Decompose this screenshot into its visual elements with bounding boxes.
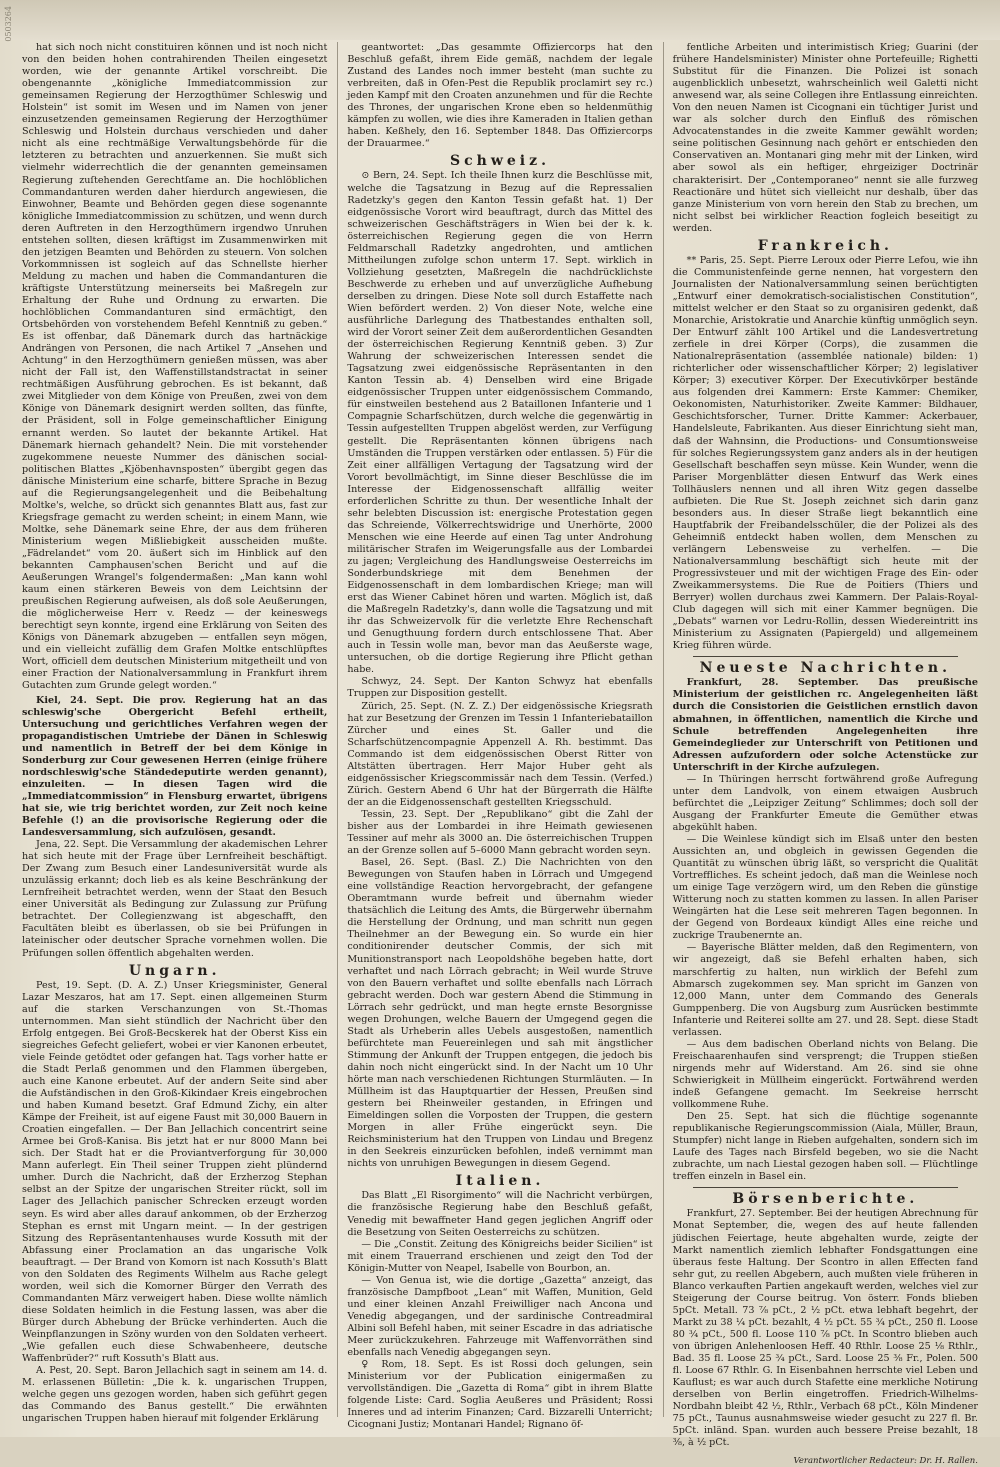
paragraph: fentliche Arbeiten und interimistisch Krieg; Guarini (der frühere Handelsminister) Minister ohne Portefeuille; Righetti Substitut für die Finanzen. Die Polizei ist sonach augenblicklich unbesetzt, wahrscheinlich weil Galetti nicht anwesend war, als seine Collegen ihre Entlassung einreichten. Von den neuen Namen ist Cicognani ein tüchtiger Jurist und war als solcher durch den Einfluß des römischen Advocatenstandes in die zweite Kammer gewählt worden; seine politischen Gesinnung nach gehört er entschieden den Conservativen an. Montanari ging mehr mit der Linken, wird aber sowol als ein heftiger, ehrgeiziger Doctrinär charakterisirt. Der „Contemporaneo“ nennt sie alle furzweg Reactionäre und hütet sich vielleicht nur deshalb, über das ganze Ministerium von vorn herein den Stab zu brechen, um nicht selbst bei wirklicher Reaction fogleich beseitigt zu werden. <box>672 42 978 234</box>
section-heading-italien: Italien. <box>455 1173 545 1190</box>
section-heading-neueste: Neueste Nachrichten. <box>699 660 951 677</box>
paragraph: Frankfurt, 27. September. Bei der heutigen Abrechnung für Monat September, die, wegen des auf heute fallenden jüdischen Feiertage, heute abgehalten wurde, zeigte der Markt namentlich ziemlich lebhafter Fondsgattungen eine überaus feste Haltung. Der Scontro in allen Effecten fand sehr gut, zu reellen Abgebern, auch mußten viele früheren in Blanco verkauften Partien angekauft werden, welches viel zur Steigerung der Course beitrug. Von österr. Fonds blieben 5pCt. Metall. 73 ⅞ pCt., 2 ½ pCt. etwa lebhaft begehrt, der Markt zu 38 ¼ pCt. bezahlt, 4 ½ pCt. 55 ¾ pCt., 250 fl. Loose 80 ¾ pCt., 500 fl. Loose 110 ⅞ pCt. In Scontro blieben auch von übrigen Anlehenloosen Heff. 40 Rthlr. Loose 25 ⅛ Rthlr., Bad. 35 fl. Loose 25 ¾ pCt., Sard. Loose 25 ⅜ Fr., Polen. 500 fl. Loose 67 Rthlr. G. In Eisenbahnen herrschte viel Leben und Kauflust; es war auch durch Stafette eine merkliche Notirung derselben von Berlin eingetroffen. Friedrich-Wilhelms-Nordbahn bleibt 42 ½, Rthlr., Verbach 68 pCt., Köln Mindener 75 pCt., Taunus ausnahmsweise wieder gesucht zu 227 fl. Br. 5pCt. inländ. Span. wurden auch bessere Preise bezahlt, 18 ⅜, à ½ pCt. <box>672 1208 978 1449</box>
column-grid <box>22 42 978 1467</box>
column-2 <box>337 42 653 1431</box>
paragraph: — Die Weinlese kündigt sich im Elsaß unter den besten Aussichten an, und obgleich in gewissen Gegenden die Quantität zu wünschen übrig läßt, so verspricht die Qualität Vortreffliches. Es scheint jedoch, daß man die Weinlese noch um einige Tage verzögern wird, um den Reben die günstige Witterung noch zu statten kommen zu lassen. In allen Pariser Weingärten hat die Lese seit mehreren Tagen begonnen. In der Gegend von Bordeaux kündigt Alles eine reiche und zuckrige Traubenernte an. <box>672 834 978 942</box>
divider <box>693 656 958 657</box>
paragraph: Jena, 22. Sept. Die Versammlung der akademischen Lehrer hat sich heute mit der Frage über Lernfreiheit beschäftigt. Der Zwang zum Besuch einer Landesuniversität wurde als unzulässig erkannt; doch lieb es als keine Beschränkung der Lernfreiheit betrachtet werden, wenn der Staat den Besuch einer Universität als Bedingung zur Zulassung zur Prüfung betrachtet. Der Collegienzwang ist abgeschafft, den Facultäten bleibt es überlassen, ob sie bei Prüfungen in lateinischer oder deutscher Sprache vornehmen wollen. Die Prüfungen sollen öffentlich abgehalten werden. <box>22 839 328 959</box>
section-heading-frankreich: Frankreich. <box>757 237 893 254</box>
paragraph: — Bayerische Blätter melden, daß den Regimentern, von wir angezeigt, daß sie Befehl erhalten haben, sich marschfertig zu halten, nun wirklich der Befehl zum Abmarsch zugekommen sey. Man spricht im Ganzen von 12,000 Mann, unter dem Commando des Generals Gumppenberg. Die von Augsburg zum Ausrücken bestimmte Infanterie und Reiterei sollte am 27. und 28. Sept. diese Stadt verlassen. <box>672 942 978 1038</box>
paragraph: hat sich noch nicht constituiren können und ist noch nicht von den beiden hohen contrahirenden Theilen eingesetzt worden, wie der genannte Artikel vorschreibt. Die obengenannte „königliche Immediatcommission zur gemeinsamen Regierung der Herzogthümer Schleswig und Holstein“ ist somit im Wesen und im Namen von jener einzusetzenden gemeinsamen Regierung der Herzogthümer Schleswig und Holstein durchaus verschieden und daher nicht als eine rechtmäßige Verwaltungsbehörde für die letzteren zu betrachten und anzuerkennen. Sie mußt sich vielmehr widerrechtlich die der genannten gemeinsamen Regierung zuſtehenden Gerechtſame an. Die hochlöblichen Commandanturen werden daher hierdurch angewiesen, die Einwohner, Beamte und Behörden gegen diese sogenannte königliche Immediatcommission zu schützen, und wenn durch deren Auftreten in den Herzogthümern irgendwo Unruhen entstehen sollten, diesen kräftigst im Zusammenwirken mit den jetzigen Beamten und Behörden zu steuern. Von solchen Vorkommnissen ist sogleich auf das Schnellste hierher Meldung zu machen und haben die Commandanturen die kräftigste Unterstützung meinerseits bei Maßregeln zur Erhaltung der Ruhe und Ordnung zu erwarten. Die hochlöblichen Commandanturen sind ermächtigt, den Ortsbehörden von vorstehendem Befehl Kenntniß zu geben.“ Es ist offenbar, daß Dänemark durch das hartnäckige Andrängen von Personen, die nach Artikel 7 „Ansehen und Achtung“ in den Herzogthümern genießen müssen, was aber nicht der Fall ist, den Waffenstillstandstractat in seiner rechtmäßigen Ausführung gebrochen. Es ist bekannt, daß zwei Mitglieder von dem Könige von Preußen, zwei von dem Könige von Dänemark designirt werden sollten, das fünfte, der Präsident, soll in Folge gemeinschaftlicher Einigung ernannt werden. So lautet der bekannte Artikel. Hat Dänemark hiernach gehandelt? Nein. Die mit vorstehender zugekommene neueste Nummer des dänischen social-politischen Blattes „Kjöbenhavnsposten“ übergibt gegen das dänische Ministerium eine scharfe, bittere Sprache in Bezug auf die Regierungsangelegenheit und die Beibehaltung Moltke's, welche, so drückt sich genanntes Blatt aus, fast zur Kriegsfrage gemacht zu werden scheint; in einem Mann, wie Moltke, sehe Dänemark seine Ehre, der aus dem früheren Ministerium wegen Mißliebigkeit ausscheiden mußte. „Fädrelandet“ vom 20. äußert sich im Hinblick auf den bekannten Camphausen'schen Bericht und auf die Aeußerungen Wrangel's folgendermaßen: „Man kann wohl kaum einen stärkeren Beweis von dem Leichtsinn der preußischen Regierung aufweisen, als doß sole Aeußerungen, die möglicherweise Herr v. Reedz — der keineswegs berechtigt seyn konnte, irgend eine Erklärung von Seiten des Königs von Dänemark abzugeben — entfallen seyn mögen, und ein vielleicht zufällig dem Grafen Moltke entschlüpftes Wort, officiell dem deutschen Ministerium mitgetheilt und von einer Fraction der Nationalversammlung in Frankfurt ihrem Gutachten zum Grunde gelegt worden.“ <box>22 42 328 692</box>
archive-stamp: 0503264 <box>4 6 13 42</box>
paragraph: Frankfurt, 28. September. Das preußische Ministerium der geistlichen rc. Angelegenheiten läßt durch die Consistorien die Geistlichen ernstlich davon abmahnen, in öffentlichen, namentlich die Kirche und Schule betreffenden Angelegenheiten ihre Gemeindeglieder zur Unterschrift von Petitionen und Adressen aufzufordern oder solche Actenstücke zur Unterschrift in der Kirche aufzulegen. <box>672 677 978 773</box>
paragraph: — Aus dem badischen Oberland nichts von Belang. Die Freischaarenhaufen sind versprengt; die Truppen stießen nirgends mehr auf Widerstand. Am 26. sind sie ohne Schwierigkeit in Müllheim eingerückt. Fortwährend werden indeß Gefangene gemacht. Im Seekreise herrscht vollkommene Ruhe. <box>672 1038 978 1111</box>
divider <box>693 1187 958 1188</box>
paragraph: Pest, 19. Sept. (D. A. Z.) Unser Kriegsminister, General Lazar Meszaros, hat am 17. Sept. einen allgemeinen Sturm auf die starken Verschanzungen von St.-Thomas unternommen. Man sieht stündlich der Nachricht über den Erfolg entgegen. Bei Groß-Becskerek hat der Oberst Kiss ein siegreiches Gefecht geliefert, wobei er vier Kanonen erbeutet, viele Feinde getödtet oder gefangen hat. Tags vorher hatte er die Stadt Perlaß genommen und den Flammen übergeben, auch eine Kanone erbeutet. Auf der andern Seite sind aber die Aufständischen in den Groß-Kikindaer Kreis eingebrochen und haben Kumand besetzt. Graf Edmund Zichy, ein alter Kämpe der Freiheit, ist auf eigene Faust mit 30,000 Bauern in Croatien eingefallen. — Der Ban Jellachich concentrirt seine Armee bei Groß-Kanisa. Bis jetzt hat er nur 8000 Mann bei sich. Der Stadt hat er die Proviantverforgung für 30,000 Mann auferlegt. Ein Theil seiner Truppen zieht plündernd umher. Durch die Nachricht, daß der Erzherzog Stephan selbst an der Spitze der ungarischen Streiter rückt, soll im Lager des Jellachich panischer Schrecken erzeugt worden seyn. Es wird aber alles darauf ankommen, ob der Erzherzog Stephan es ernst mit Ungarn meint. — In der gestrigen Sitzung des Repräsentantenhauses wurde Kossuth mit der Abfassung einer Proclamation an das ungarische Volk beauftragt. — Der Brand von Komorn ist nach Kossuth's Blatt von den Soldaten des Regiments Wilhelm aus Rache gelegt worden, weil sich die Komorner Bürger den Verrath des Commandanten März verweigert haben. Diese wollte nämlich diese Soldaten heimlich in die Festung lassen, was aber die Bürger durch Abhebung der Brücke verhinderten. Auch die Weinpflanzungen in Szöny wurden von den Soldaten verheert. „Wie gefallen euch diese Schwabenheere, deutsche Waffenbrüder?“ ruft Kossuth's Blatt aus. <box>22 979 328 1365</box>
paragraph: — In Thüringen herrscht fortwährend große Aufregung unter dem Landvolk, von einem etwaigen Ausbruch befürchtet die „Leipziger Zeitung“ Schlimmes; doch soll der Ausgang der Frankfurter Emeute die Gemüther etwas abgekühlt haben. <box>672 773 978 833</box>
section-heading-schweiz: Schweiz. <box>450 153 550 170</box>
paragraph: — Von Genua ist, wie die dortige „Gazetta“ anzeigt, das französische Dampfboot „Lean“ mit Waffen, Munition, Geld und einer kleinen Anzahl Freiwilliger nach Ancona und Venedig abgegangen, und der sardinische Contreadmiral Albini soll Befehl haben, mit seiner Escadre in das adriatische Meer zurückzukehren. Fahrzeuge mit Waffenvorräthen sind ebenfalls nach Venedig abgegangen seyn. <box>347 1274 653 1359</box>
paragraph: Das Blatt „El Risorgimento“ will die Nachricht verbürgen, die französische Regierung habe den Beschluß gefaßt, Venedig mit bewaffneter Hand gegen jeglichen Angriff oder die Besetzung von Seiten Oesterreichs zu schützen. <box>347 1190 653 1238</box>
paragraph: Zürich, 25. Sept. (N. Z. Z.) Der eidgenössische Kriegsrath hat zur Besetzung der Grenzen im Tessin 1 Infanteriebataillon Zürcher und eines St. Galler und die Scharfschützencompagnie Appenzell A. Rh. bestimmt. Das Commando ist dem eidgenössischen Oberst Ritter von Altstätten übertragen. Herr Major Huber geht als eidgenössischer Kriegscommissär nach dem Tessin. (Verfed.) Zürich. Gestern Abend 6 Uhr hat der Bürgerrath die Hälfte der an die Eidgenossenschaft gestellten Kriegsschuld. <box>347 700 653 808</box>
paragraph: — Die „Constit. Zeitung des Königreichs beider Sicilien“ ist mit einem Trauerrand erschienen und zeigt den Tod der Königin-Mutter von Neapel, Isabelle von Bourbon, an. <box>347 1238 653 1274</box>
section-heading-boersen: Börsenberichte. <box>732 1191 919 1208</box>
column-1 <box>22 42 328 1425</box>
paragraph: ♀ Rom, 18. Sept. Es ist Rossi doch gelungen, sein Ministerium vor der Publication einigermaßen zu vervollständigen. Die „Gazetta di Roma“ gibt in ihrem Blatte folgende Liste: Card. Soglia Aeußeres und Präsident; Rossi Inneres und ad interim Finanzen; Card. Bizzarelli Unterricht; Cicognani Justiz; Montanari Handel; Rignano öf- <box>347 1359 653 1431</box>
section-heading-ungarn: Ungarn. <box>128 962 221 979</box>
paragraph: ** Paris, 25. Sept. Pierre Leroux oder Pierre Lefou, wie ihn die Communistenfeinde gerne nennen, hat vorgestern den Journalisten der Nationalversammlung seinen berüchtigten „Entwurf einer demokratisch-socialistischen Constitution“, mittelst welcher er den Staat so zu organisiren gedenkt, daß Monarchie, Aristokratie und Anarchie künftig unmöglich seyn. Der Entwurf zählt 100 Artikel und die Landesvertretung zerfiele in drei Körper (Corps), die zusammen die Nationalrepräsentation (assemblée nationale) bilden: 1) richterlicher oder wissenschaftlicher Körper; 2) legislativer Körper; 3) executiver Körper. Der Executivkörper bestände aus folgenden drei Kammern: Erste Kammer: Chemiker, Oekonomisten, Naturhistoriker. Zweite Kammer: Bildhauer, Geschichtsforscher, Turner. Dritte Kammer: Ackerbauer, Handelsleute, Fabrikanten. Aus dieser Einrichtung sieht man, daß der Wahnsinn, die Productions- und Consumtionsweise für solches Regierungssystem ganz anders als in der heutigen Gesellschaft beschaffen seyn müsse. Kein Wunder, wenn die Pariser Morgenblätter diesen Entwurf das Werk eines Tollhäuslers nennen und all ihren Witz gegen dasselbe aufbieten. Die Rue St. Joseph zeichnet sich darin ganz besonders aus. In dieser Straße liegt bekanntlich eine Hauptfabrik der Freibandelsschüler, die der Polizei als des Geheimniß entdeckt haben wollen, dem Menschen zu verlängern Lebensweise zu verhelfen. — Die Nationalversammlung beschäftigt sich heute mit der Progressivsteuer und mit der wichtigen Frage des Ein- oder Zweikammersystems. Die Rue de Poitiers (Thiers und Berryer) wollen durchaus zwei Kammern. Der Palais-Royal-Club dagegen will sich mit einer Kammer begnügen. Die „Debats“ warnen vor Ledru-Rollin, dessen Wiedereintritt ins Ministerium zu Assignaten (Papiergeld) und allgemeinem Krieg führen würde. <box>672 254 978 652</box>
paragraph: geantwortet: „Das gesammte Offiziercorps hat den Beschluß gefaßt, ihrem Eide gemäß, nachdem der legale Zustand des Landes noch immer besteht (man suchte zu verbreiten, daß in Ofen-Pest die Republik proclamirt sey rc.) jeden Kampf mit den Croaten anzunehmen und für die Rechte des Thrones, der ungarischen Krone eben so heldenmüthig kämpfen zu wollen, wie dies ihre Kameraden in Italien gethan haben. Keßhely, den 16. September 1848. Das Offiziercorps der Drauarmee.“ <box>347 42 653 150</box>
editor-signature: Verantwortlicher Redacteur: Dr. H. Rallen. <box>793 1456 978 1467</box>
paragraph: Schwyz, 24. Sept. Der Kanton Schwyz hat ebenfalls Truppen zur Disposition gestellt. <box>347 676 653 700</box>
paragraph: A. Pest, 20. Sept. Baron Jellachich sagt in seinem am 14. d. M. erlassenen Bülletin: „Die k. k. ungarischen Truppen, welche gegen uns gezogen worden, haben sich geführt gegen das Commando des Banus gestellt.“ Die erwähnten ungarischen Truppen haben hierauf mit folgender Erklärung <box>22 1365 328 1425</box>
top-edge-shadow <box>0 0 1000 40</box>
paragraph: Den 25. Sept. hat sich die flüchtige sogenannte republikanische Regierungscommission (Aiala, Müller, Braun, Stumpfer) nicht lange in Rieben aufgehalten, sondern sich im Laufe des Tages nach Birsfeld begeben, wo sie die Nacht zubrachte, um nach Liestal gezogen haben soll. — Flüchtlinge treffen einzeln in Basel ein. <box>672 1111 978 1183</box>
paragraph: ⊙ Bern, 24. Sept. Ich theile Ihnen kurz die Beschlüsse mit, welche die Tagsatzung in Bezug auf die Repressalien Radetzky's gegen den Kanton Tessin gefaßt hat. 1) Der eidgenössische Vorort wird beauftragt, durch das Mittel des schweizerischen Geschäftsträgers in Wien bei der k. k. österreichischen Regierung gegen die von Herrn Feldmarschall Radetzky angedrohten, und amtlichen Mittheilungen zufolge schon unterm 17. Sept. wirklich in Vollziehung gesetzten, Maßregeln die nachdrücklichste Beschwerde zu erheben und auf unverzügliche Aufhebung derselben zu dringen. Diese Note soll durch Estaffette nach Wien befördert werden. 2) Von dieser Note, welche eine ausführliche Darlegung des Thatbestandes enthalten soll, wird der Vorort seiner Zeit dem außerordentlichen Gesandten der österreichischen Regierung Kenntniß geben. 3) Zur Wahrung der schweizerischen Interessen sendet die Tagsatzung zwei eidgenössische Repräsentanten in den Kanton Tessin ab. 4) Denselben wird eine Brigade eidgenössischer Truppen unter eidgenössischem Commando, für einstweilen bestehend aus 2 Bataillonen Infanterie und 1 Compagnie Scharfschützen, durch welche die gegenwärtig in Tessin aufgestellten Truppen abgelöst werden, zur Verfügung gestellt. Die Repräsentanten können übrigens nach Umständen die Truppen verstärken oder entlassen. 5) Für die Zeit einer allfälligen Vertagung der Tagsatzung wird der Vorort bevollmächtigt, im Sinne dieser Beschlüsse die im Interesse der Eidgenossenschaft allfällig weiter erforderlichen Schritte zu thun. Der wesentliche Inhalt der sehr belebten Discussion ist: energische Protestation gegen das Schreiende, Völkerrechtswidrige und Unerhörte, 2000 Menschen wie eine Heerde auf einen Tag unter Androhung militärischer Strafen im Weigerungsfalle aus der Lombardei zu jagen; Vergleichung des Handlungsweise Oesterreichs im Sonderbundskriege mit dem Benehmen der Eidgenossenschaft in dem lombardischen Kriege; man will erst das Wiener Cabinet hören und warten. Möglich ist, daß die Maßregeln Radetzky's, dann wolle die Tagsatzung und mit ihr das Schweizervolk für die verletzte Ehre Rechenschaft und Genugthuung fordern durch entschlossene That. Aber auch in Tessin wolle man, bevor man das Aeußerste wage, untersuchen, ob die dortige Regierung ihre Pflicht gethan habe. <box>347 170 653 676</box>
paragraph: Tessin, 23. Sept. Der „Republikano“ gibt die Zahl der bisher aus der Lombardei in ihre Heimath gewiesenen Tessiner auf mehr als 3000 an. Die österreichischen Truppen an der Grenze sollen auf 5–6000 Mann gebracht worden seyn. <box>347 808 653 857</box>
column-3 <box>663 42 978 1467</box>
paragraph: Basel, 26. Sept. (Basl. Z.) Die Nachrichten von den Bewegungen von Staufen haben in Lörrach und Umgegend eine vollständige Reaction hervorgebracht, der gefangene Oberamtmann wurde befreit und übernahm wieder thatsächlich die Leitung des Amts, die Bürgerwehr übernahm die Herstellung der Ordnung, und man schritt nun gegen Theilnehmer an der Bewegung ein. So wurde ein hier conditionirender deutscher Commis, der sich mit Munitionstransport nach Leopoldshöhe begeben hatte, dort verhaftet und nach Lörrach gebracht; in Weil wurde Struve von den Bauern verhaftet und sollte ebenfalls nach Lörrach gebracht werden. Doch war gestern Abend die Stimmung in Lörrach sehr gedrückt, und man hegte ernste Besorgnisse wegen Drohungen, welche Bauern der Umgegend gegen die Stadt als Urheberin alles Uebels ausgestoßen, namentlich befürchtete man Feuereinlegen und sah mit ängstlicher Stimmung der Ankunft der Truppen entgegen, die jedoch bis dahin noch nicht eingerückt sind. In der Nacht um 10 Uhr hörte man nach verschiedenen Richtungen Sturmläuten. — In Müllheim ist das Hauptquartier der Hessen, Preußen sind gestern bei Rheinweiler gestanden, in Efringen und Eimeldingen sollen die Vorposten der Truppen, die gestern Morgen in aller Frühe eingerückt seyn. Die Reichsministerium hat den Truppen von Lindau und Bregenz in den Seekreis einzurücken befohlen, indeß vernimmt man nichts von unruhigen Bewegungen in diesem Gegend. <box>347 857 653 1170</box>
paragraph: Kiel, 24. Sept. Die prov. Regierung hat an das schleswig'sche Obergericht Befehl ertheilt, Untersuchung und gerichtliches Verfahren wegen der propagandistischen Umtriebe der Dänen in Schleswig und namentlich in Betreff der bei dem Könige in Sonderburg zur Cour gewesenen Herren (einige frühere nordschleswig'sche Ständedeputirte werden genannt), einzuleiten. — In diesen Tagen wird die „Immediatcommission“ in Flensburg erwartet, übrigens hat sie, wie trig berichtet worden, zur Zeit noch keine Befehle (!) an die provisorische Regierung oder die Landesversammlung, sich aufzulösen, gesandt. <box>22 694 328 839</box>
